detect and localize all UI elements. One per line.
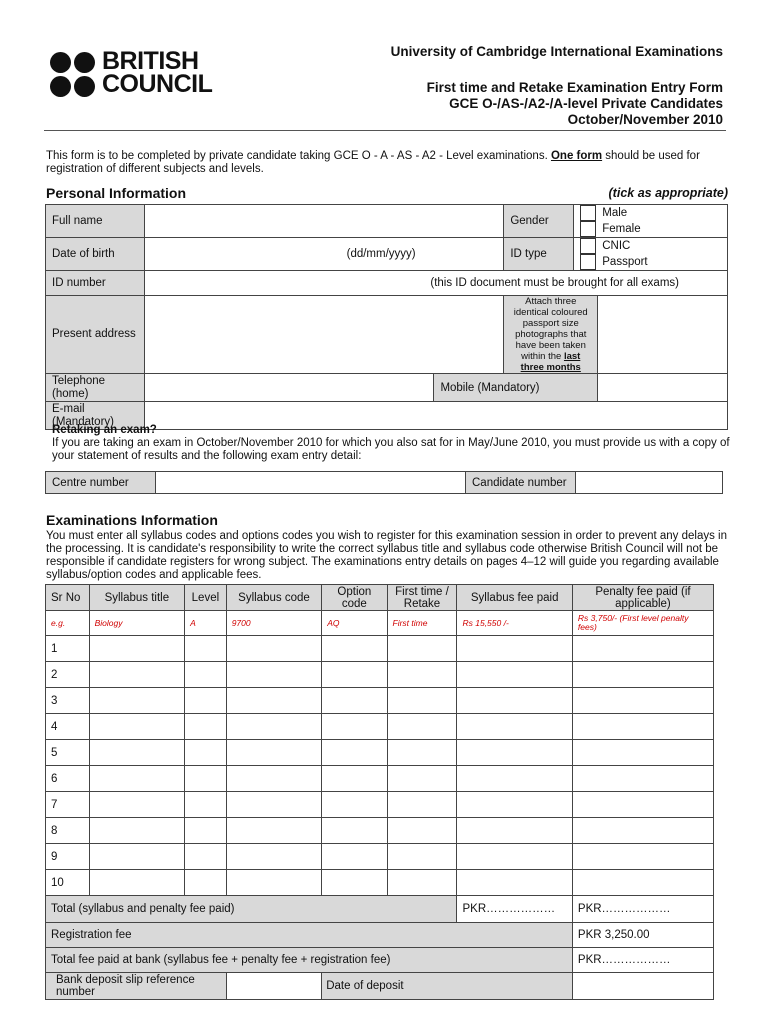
exam-entry-row [46, 714, 714, 740]
exam-entry-cell[interactable] [322, 766, 387, 792]
exam-entry-cell[interactable] [572, 688, 713, 714]
total-penalty-pkr[interactable]: PKR……………… [572, 896, 713, 923]
exam-entry-cell[interactable] [89, 766, 185, 792]
exam-entry-cell[interactable] [185, 662, 227, 688]
registration-fee-value: PKR 3,250.00 [572, 923, 713, 948]
exam-entry-cell[interactable] [322, 844, 387, 870]
row-number: 6 [46, 766, 90, 792]
exam-entry-cell[interactable] [387, 740, 457, 766]
dob-field[interactable] [144, 238, 503, 271]
exam-entry-cell[interactable] [226, 870, 322, 896]
exam-entry-cell[interactable] [185, 688, 227, 714]
dob-label: Date of birth [46, 238, 145, 271]
exam-entry-cell[interactable] [387, 714, 457, 740]
personal-info-title: Personal Information [46, 185, 187, 201]
address-field[interactable] [144, 296, 503, 374]
org-name: University of Cambridge International Examinations [390, 44, 723, 59]
exam-entry-cell[interactable] [322, 662, 387, 688]
col-option-code: Option code [322, 585, 387, 611]
exam-entry-cell[interactable] [387, 766, 457, 792]
exam-entry-cell[interactable] [89, 844, 185, 870]
col-level: Level [185, 585, 227, 611]
centre-number-field[interactable] [156, 472, 466, 494]
exam-entry-cell[interactable] [185, 870, 227, 896]
exam-entry-cell[interactable] [387, 792, 457, 818]
exam-entry-cell[interactable] [457, 818, 572, 844]
exam-entry-cell[interactable] [185, 792, 227, 818]
passport-label: Passport [602, 256, 648, 269]
exam-entry-cell[interactable] [572, 636, 713, 662]
exam-entry-cell[interactable] [89, 688, 185, 714]
exams-header-row [46, 585, 714, 611]
form-subtitle: GCE O-/AS-/A2-/A-level Private Candidates [449, 96, 723, 111]
row-number: 7 [46, 792, 90, 818]
exam-entry-cell[interactable] [387, 818, 457, 844]
exam-entry-cell[interactable] [572, 714, 713, 740]
exam-entry-cell[interactable] [572, 766, 713, 792]
full-name-label: Full name [46, 205, 145, 238]
exam-entry-cell[interactable] [572, 662, 713, 688]
exam-entry-row [46, 844, 714, 870]
total-bank-label: Total fee paid at bank (syllabus fee + penalty fee + registration fee) [46, 948, 573, 973]
deposit-date-label: Date of deposit [322, 973, 573, 1000]
exam-entry-cell[interactable] [226, 636, 322, 662]
exam-entry-cell[interactable] [226, 740, 322, 766]
candidate-number-label: Candidate number [466, 472, 576, 494]
full-name-field[interactable] [144, 205, 503, 238]
exam-entry-cell[interactable] [457, 688, 572, 714]
example-row: e.g. Biology A 9700 AQ First time Rs 15,550 /- Rs 3,750/- (First level penalty fees) [46, 611, 714, 636]
exam-entry-cell[interactable] [89, 714, 185, 740]
photo-box[interactable] [598, 296, 728, 374]
exam-entry-cell[interactable] [89, 740, 185, 766]
exam-entry-cell[interactable] [89, 818, 185, 844]
exam-entry-row [46, 662, 714, 688]
address-label: Present address [46, 296, 145, 374]
tick-note: (tick as appropriate) [608, 186, 728, 200]
passport-checkbox[interactable] [580, 254, 596, 270]
exam-entry-cell[interactable] [185, 714, 227, 740]
col-first-time-retake: First time / Retake [387, 585, 457, 611]
exam-entry-cell[interactable] [185, 740, 227, 766]
exam-entry-cell[interactable] [226, 688, 322, 714]
total-fee-label: Total (syllabus and penalty fee paid) [46, 896, 457, 923]
logo-text: BRITISH COUNCIL [102, 47, 213, 98]
gender-options [574, 205, 728, 238]
photo-instructions: Attach three identical coloured passport size photographs that have been taken within the last three months [504, 296, 598, 374]
retake-text: If you are taking an exam in October/November 2010 for which you also sat for in May/June 2010, you must provide us with a copy of your statement of results and the following exam entry detail: [52, 437, 730, 462]
deposit-date-field[interactable] [572, 973, 713, 1000]
male-label: Male [602, 207, 628, 220]
row-number: 5 [46, 740, 90, 766]
exam-entry-cell[interactable] [185, 844, 227, 870]
exam-entry-cell[interactable] [322, 870, 387, 896]
exam-entry-row [46, 818, 714, 844]
row-number: 10 [46, 870, 90, 896]
session: October/November 2010 [567, 112, 723, 127]
retake-title: Retaking an exam? [52, 424, 157, 436]
exam-entry-cell[interactable] [226, 818, 322, 844]
british-council-logo [50, 47, 220, 100]
exam-entry-row [46, 792, 714, 818]
exams-title: Examinations Information [46, 512, 218, 528]
id-number-label: ID number [46, 271, 145, 296]
mobile-field[interactable] [598, 374, 728, 402]
exam-entry-cell[interactable] [387, 636, 457, 662]
cnic-label: CNIC [602, 240, 631, 253]
exam-entry-row [46, 688, 714, 714]
exam-entry-cell[interactable] [457, 792, 572, 818]
id-note: (this ID document must be brought for all exams) [430, 277, 679, 289]
mobile-label: Mobile (Mandatory) [434, 374, 598, 402]
exam-entry-row [46, 870, 714, 896]
exam-entry-cell[interactable] [226, 714, 322, 740]
exam-entry-cell[interactable] [322, 818, 387, 844]
exam-entry-cell[interactable] [572, 740, 713, 766]
exam-entry-cell[interactable] [572, 870, 713, 896]
exam-entry-cell[interactable] [89, 636, 185, 662]
exam-entry-cell[interactable] [322, 792, 387, 818]
exam-entry-row [46, 636, 714, 662]
female-checkbox[interactable] [580, 221, 596, 237]
row-number: 9 [46, 844, 90, 870]
gender-label: Gender [504, 205, 574, 238]
exam-entry-cell[interactable] [185, 766, 227, 792]
col-syllabus-fee: Syllabus fee paid [457, 585, 572, 611]
id-type-label: ID type [504, 238, 574, 271]
exam-entry-cell[interactable] [572, 818, 713, 844]
exam-entry-cell[interactable] [226, 792, 322, 818]
exam-entry-cell[interactable] [572, 792, 713, 818]
exam-entry-cell[interactable] [226, 766, 322, 792]
row-number: 8 [46, 818, 90, 844]
total-bank-pkr[interactable]: PKR……………… [572, 948, 713, 973]
id-number-field[interactable] [144, 271, 727, 296]
slip-ref-label: Bank deposit slip reference number [46, 973, 227, 1000]
email-label: E-mail (Mandatory) [46, 402, 145, 430]
exam-entry-cell[interactable] [89, 792, 185, 818]
id-type-options [574, 238, 728, 271]
exam-entry-cell[interactable] [457, 766, 572, 792]
col-sr-no: Sr No [46, 585, 90, 611]
logo-dots-icon [50, 52, 100, 98]
exam-entry-row [46, 740, 714, 766]
registration-fee-label: Registration fee [46, 923, 573, 948]
row-number: 3 [46, 688, 90, 714]
retake-table [45, 471, 723, 494]
exam-entry-cell[interactable] [457, 870, 572, 896]
exam-entry-cell[interactable] [457, 636, 572, 662]
exam-entry-cell[interactable] [387, 844, 457, 870]
male-checkbox[interactable] [580, 205, 596, 221]
col-syllabus-title: Syllabus title [89, 585, 185, 611]
exam-entry-row [46, 766, 714, 792]
exam-entry-cell[interactable] [185, 818, 227, 844]
intro-text: This form is to be completed by private candidate taking GCE O - A - AS - A2 - Level examinations. One form should be used for registration of different subjects and levels. [46, 150, 700, 175]
exams-table [45, 584, 714, 1000]
exam-entry-cell[interactable] [89, 662, 185, 688]
exam-entry-cell[interactable] [89, 870, 185, 896]
exam-entry-cell[interactable] [322, 740, 387, 766]
exam-entry-cell[interactable] [185, 636, 227, 662]
row-number: 4 [46, 714, 90, 740]
female-label: Female [602, 223, 641, 236]
exam-entry-cell[interactable] [322, 636, 387, 662]
personal-info-table [45, 204, 728, 430]
dob-format-hint: (dd/mm/yyyy) [346, 248, 416, 260]
exam-entry-cell[interactable] [457, 714, 572, 740]
total-syllabus-pkr[interactable]: PKR……………… [457, 896, 572, 923]
candidate-number-field[interactable] [576, 472, 723, 494]
exams-text: You must enter all syllabus codes and options codes you wish to register for this examination session in order to prevent any delays in the processing. It is candidate's responsibility to write the correct syllabus title and syllabus code otherwise British Council will not be responsible if candidate registers for wrong subject. The examinations entry details on pages 4–12 will guide you regarding available syllabus/option codes and applicable fees. [46, 530, 728, 581]
exam-entry-cell[interactable] [387, 870, 457, 896]
form-title: First time and Retake Examination Entry Form [426, 80, 723, 95]
exam-entry-cell[interactable] [387, 662, 457, 688]
slip-ref-field[interactable] [226, 973, 322, 1000]
telephone-field[interactable] [144, 374, 434, 402]
exam-entry-cell[interactable] [226, 662, 322, 688]
cnic-checkbox[interactable] [580, 238, 596, 254]
row-number: 2 [46, 662, 90, 688]
centre-number-label: Centre number [46, 472, 156, 494]
exam-entry-cell[interactable] [457, 844, 572, 870]
exam-entry-cell[interactable] [572, 844, 713, 870]
exam-entry-cell[interactable] [322, 714, 387, 740]
exam-entry-cell[interactable] [387, 688, 457, 714]
row-number: 1 [46, 636, 90, 662]
col-penalty-fee: Penalty fee paid (if applicable) [572, 585, 713, 611]
exam-entry-cell[interactable] [226, 844, 322, 870]
exam-entry-cell[interactable] [457, 662, 572, 688]
col-syllabus-code: Syllabus code [226, 585, 322, 611]
exam-entry-cell[interactable] [457, 740, 572, 766]
exam-entry-cell[interactable] [322, 688, 387, 714]
retake-section [52, 424, 742, 463]
telephone-label: Telephone (home) [46, 374, 145, 402]
header-rule [44, 130, 726, 131]
